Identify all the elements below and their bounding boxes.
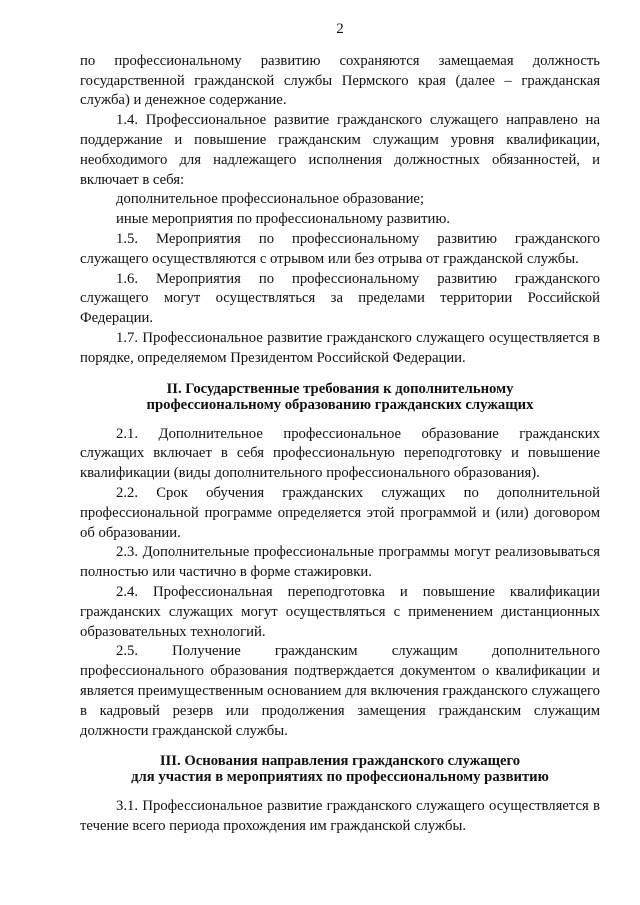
paragraph-3-1: 3.1. Профессиональное развитие гражданского служащего осуществляется в течение всего периода прохождения им гражданской службы. (80, 798, 600, 835)
section-2-heading-line-2: профессиональному образованию гражданских служащих (146, 396, 534, 413)
document-page (80, 20, 600, 837)
paragraph-2-4: 2.4. Профессиональная переподготовка и повышение квалификации гражданских служащих могут осуществляться с применением дистанционных образовательных технологий. (80, 583, 600, 640)
paragraph-1-4: 1.4. Профессиональное развитие гражданского служащего направлено на поддержание и повышение гражданским служащим уровня квалификации, необходимого для надлежащего исполнения должностных обязанностей, и включает в себя: (80, 112, 600, 188)
page-number: 2 (336, 21, 344, 37)
paragraph-2-2: 2.2. Срок обучения гражданских служащих по дополнительной профессиональной программе определяется этой программой и (или) договором об образовании. (80, 484, 600, 541)
paragraph-2-1: 2.1. Дополнительное профессиональное образование гражданских служащих включает в себя профессиональную переподготовку и повышение квалификации (виды дополнительного профессионального образования). (80, 425, 600, 482)
list-item-additional-education: дополнительное профессиональное образование; (116, 191, 425, 208)
section-3-heading-line-2: для участия в мероприятиях по профессиональному развитию (131, 769, 549, 786)
paragraph-continuation: по профессиональному развитию сохраняются замещаемая должность государственной гражданской службы Пермского края (далее – гражданская служба) и денежное содержание. (80, 52, 600, 109)
paragraph-2-3: 2.3. Дополнительные профессиональные программы могут реализовываться полностью или частично в форме стажировки. (80, 544, 600, 581)
paragraph-1-6: 1.6. Мероприятия по профессиональному развитию гражданского служащего могут осуществляться за пределами территории Российской Федерации. (80, 270, 600, 327)
section-2-heading-line-1: II. Государственные требования к дополнительному (166, 380, 514, 397)
section-2-heading (80, 381, 600, 413)
paragraph-1-7: 1.7. Профессиональное развитие гражданского служащего осуществляется в порядке, определяемом Президентом Российской Федерации. (80, 329, 600, 366)
section-3-heading (80, 753, 600, 785)
list-item-other-activities: иные мероприятия по профессиональному развитию. (116, 211, 451, 228)
paragraph-2-5: 2.5. Получение гражданским служащим дополнительного профессионального образования подтверждается документом о квалификации и является преимущественным основанием для включения гражданского служащего в кадровый резерв или продолжения замещения гражданским служащим должности гражданской службы. (80, 643, 600, 739)
section-3-heading-line-1: III. Основания направления гражданского служащего (159, 753, 521, 770)
paragraph-1-5: 1.5. Мероприятия по профессиональному развитию гражданского служащего осуществляются с отрывом или без отрыва от гражданской службы. (80, 230, 600, 267)
